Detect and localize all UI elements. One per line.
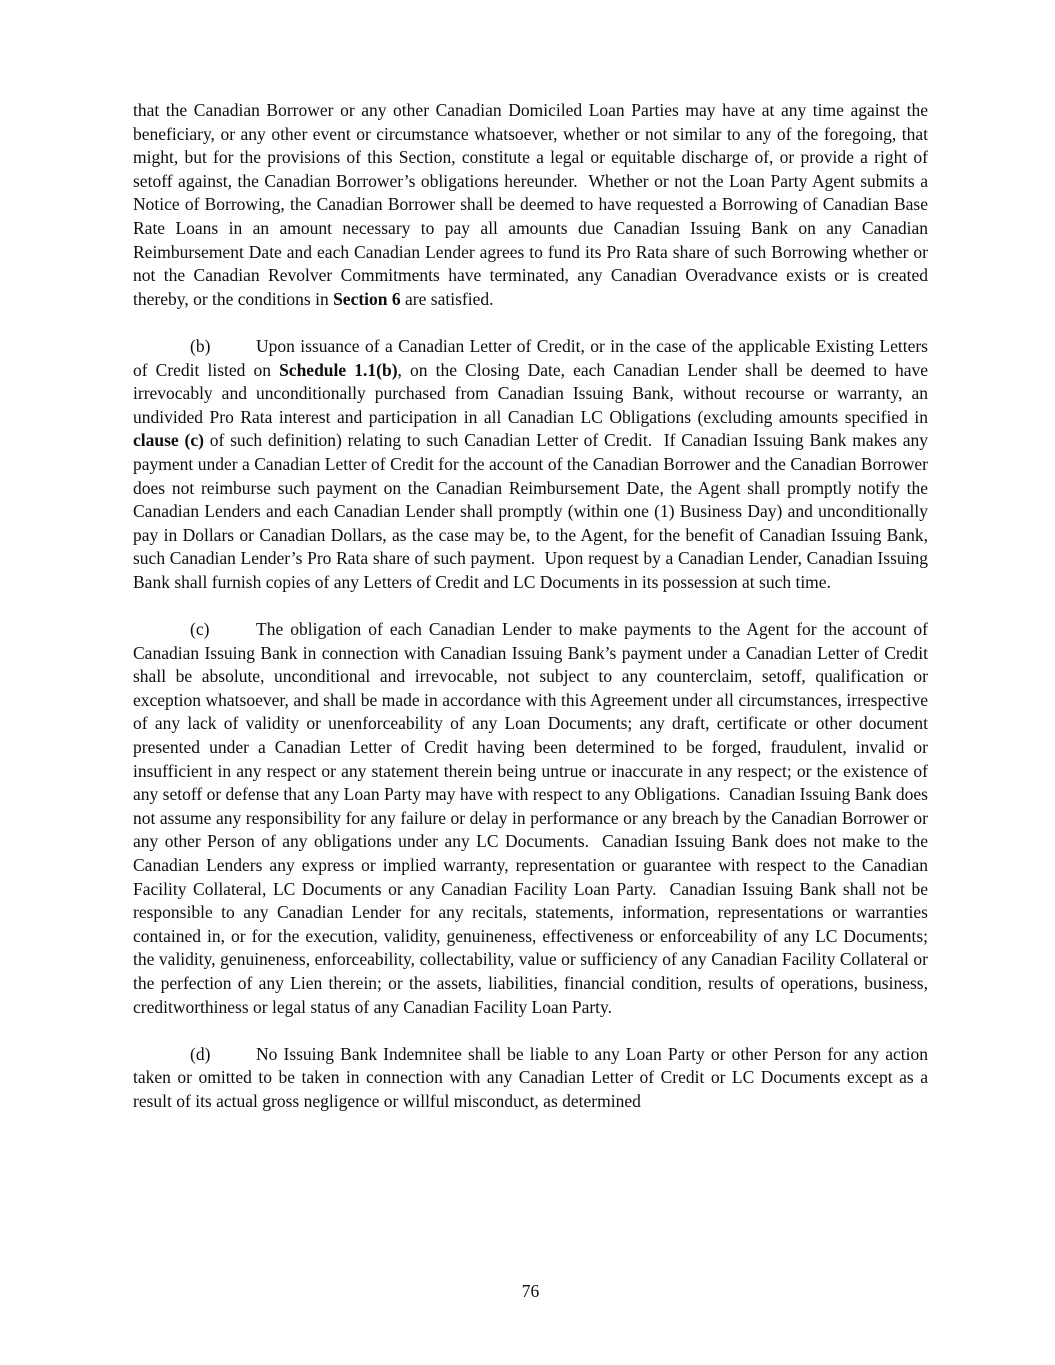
paragraph-label: (c): [190, 619, 210, 640]
paragraph-c: [133, 618, 928, 1019]
text-run: No Issuing Bank Indemnitee shall be liable to any Loan Party or other Person for any action taken or omitted to be taken in connection with any Canadian Letter of Credit or LC Documents except as a result of its actual gross negligence or willful misconduct, as determined: [133, 1043, 928, 1111]
bold-text-run: Section 6: [333, 288, 401, 309]
text-run: , on the Closing Date, each Canadian Lender shall be deemed to have irrevocably and unconditionally purchased from Canadian Issuing Bank, without recourse or warranty, an undivided Pro Rata interest and participation in all Canadian LC Obligations (excluding amounts specified in: [133, 359, 928, 427]
text-run: The obligation of each Canadian Lender to make payments to the Agent for the account of Canadian Issuing Bank in connection with Canadian Issuing Bank’s payment under a Canadian Letter of Credit shall be absolute, unconditional and irrevocable, not subject to any counterclaim, setoff, qualification or exception whatsoever, and shall be made in accordance with this Agreement under all circumstances, irrespective of any lack of validity or unenforceability of any Loan Documents; any draft, certificate or other document presented under a Canadian Letter of Credit having been determined to be forged, fraudulent, invalid or insufficient in any respect or any statement therein being untrue or inaccurate in any respect; or the existence of any setoff or defense that any Loan Party may have with respect to any Obligations. Canadian Issuing Bank does not assume any responsibility for any failure or delay in performance or any breach by the Canadian Borrower or any other Person of any obligations under any LC Documents. Canadian Issuing Bank does not make to the Canadian Lenders any express or implied warranty, representation or guarantee with respect to the Canadian Facility Collateral, LC Documents or any Canadian Facility Loan Party. Canadian Issuing Bank shall not be responsible to any Canadian Lender for any recitals, statements, information, representations or warranties contained in, or for the execution, validity, genuineness, effectiveness or enforceability of any LC Documents; the validity, genuineness, enforceability, collectability, value or sufficiency of any Canadian Facility Collateral or the perfection of any Lien therein; or the assets, liabilities, financial condition, results of operations, business, creditworthiness or legal status of any Canadian Facility Loan Party.: [133, 619, 928, 1017]
paragraph-d: [133, 1043, 928, 1114]
bold-text-run: Schedule 1.1(b): [279, 359, 398, 380]
document-body: [133, 99, 928, 1114]
bold-text-run: clause (c): [133, 430, 204, 451]
text-run: Upon issuance of a Canadian Letter of Credit, or in the case of the applicable Existing Letters of Credit listed on: [133, 335, 928, 380]
text-run: of such definition) relating to such Canadian Letter of Credit. If Canadian Issuing Bank makes any payment under a Canadian Letter of Credit for the account of the Canadian Borrower and the Canadian Borrower does not reimburse such payment on the Canadian Reimbursement Date, the Agent shall promptly notify the Canadian Lenders and each Canadian Lender shall promptly (within one (1) Business Day) and unconditionally pay in Dollars or Canadian Dollars, as the case may be, to the Agent, for the benefit of Canadian Issuing Bank, such Canadian Lender’s Pro Rata share of such payment. Upon request by a Canadian Lender, Canadian Issuing Bank shall furnish copies of any Letters of Credit and LC Documents in its possession at such time.: [133, 430, 928, 592]
paragraph-label: (b): [190, 335, 211, 356]
paragraph-label: (d): [190, 1043, 211, 1064]
text-run: are satisfied.: [400, 288, 494, 309]
paragraph-continuation: [133, 99, 928, 311]
paragraph-b: [133, 335, 928, 595]
text-run: that the Canadian Borrower or any other Canadian Domiciled Loan Parties may have at any time against the beneficiary, or any other event or circumstance whatsoever, whether or not similar to any of the foregoing, that might, but for the provisions of this Section, constitute a legal or equitable discharge of, or provide a right of setoff against, the Canadian Borrower’s obligations hereunder. Whether or not the Loan Party Agent submits a Notice of Borrowing, the Canadian Borrower shall be deemed to have requested a Borrowing of Canadian Base Rate Loans in an amount necessary to pay all amounts due Canadian Issuing Bank on any Canadian Reimbursement Date and each Canadian Lender agrees to fund its Pro Rata share of such Borrowing whether or not the Canadian Revolver Commitments have terminated, any Canadian Overadvance exists or is created thereby, or the conditions in: [133, 100, 928, 309]
page-number: 76: [521, 1281, 540, 1301]
